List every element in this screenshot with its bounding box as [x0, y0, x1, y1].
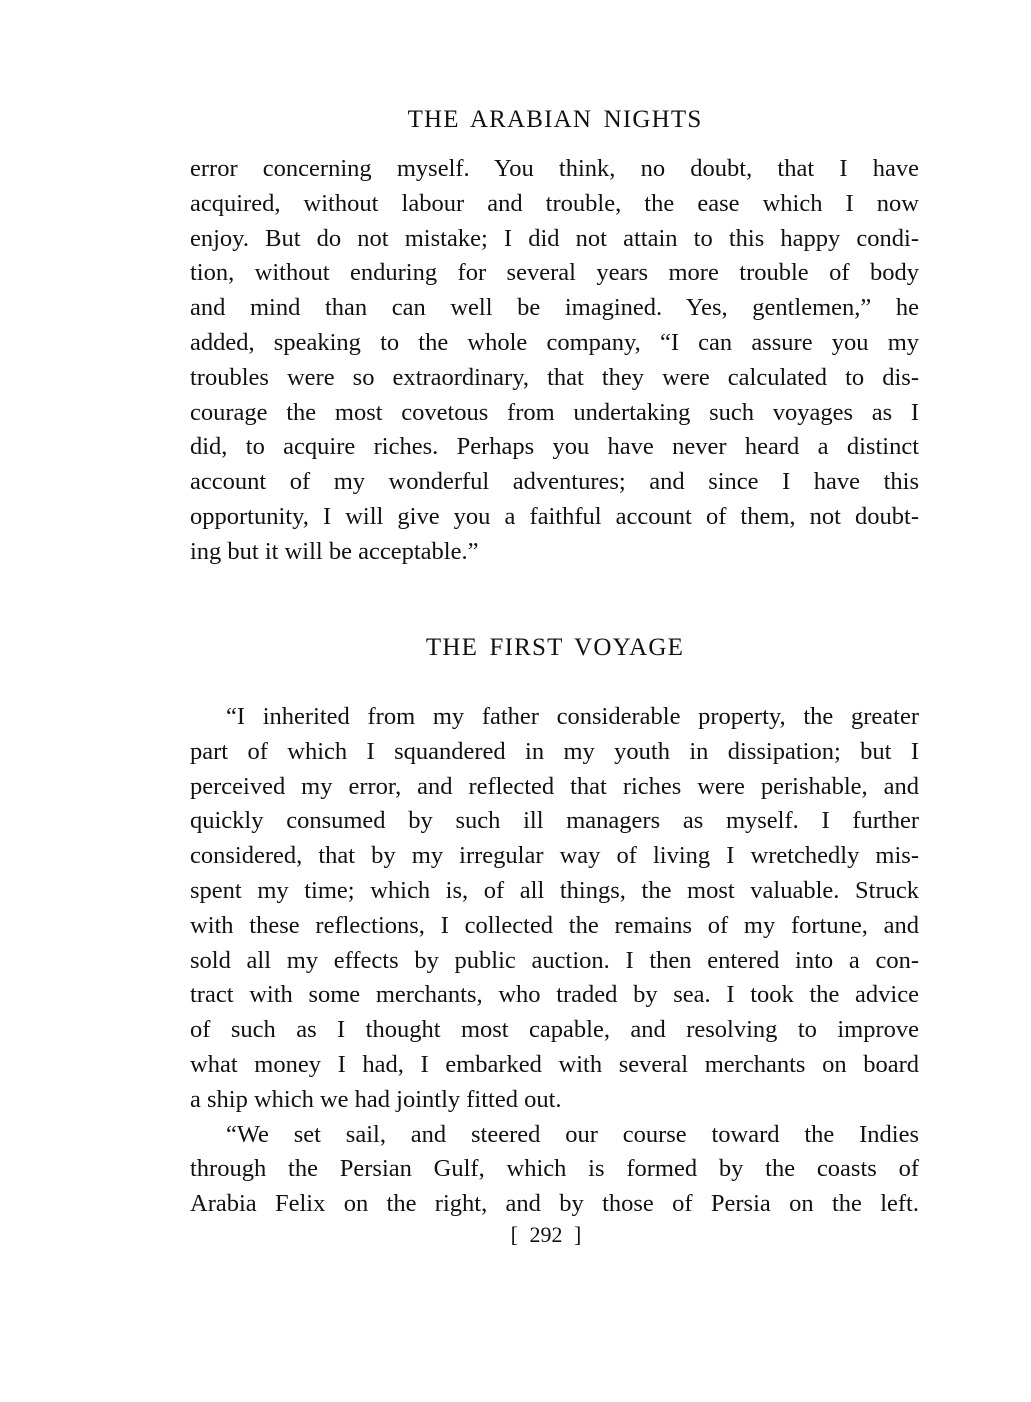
- text-line: enjoy. But do not mistake; I did not attain to this happy condi-: [190, 224, 919, 252]
- text-line: and mind than can well be imagined. Yes, gentlemen,” he: [190, 294, 919, 322]
- text-line: acquired, without labour and trouble, the ease which I now: [190, 189, 919, 217]
- text-line: through the Persian Gulf, which is formed by the coasts of: [190, 1155, 919, 1183]
- text-line: added, speaking to the whole company, “I can assure you my: [190, 328, 919, 356]
- text-line: “I inherited from my father considerable property, the greater: [226, 703, 919, 730]
- page-number: [ 292 ]: [510, 1222, 582, 1247]
- section-body: [190, 700, 919, 1222]
- text-line: considered, that by my irregular way of living I wretchedly mis-: [190, 842, 919, 870]
- text-line: what money I had, I embarked with several merchants on board: [190, 1050, 919, 1078]
- text-line: with these reflections, I collected the remains of my fortune, and: [190, 911, 919, 939]
- text-line: a ship which we had jointly fitted out.: [190, 1085, 562, 1113]
- paragraph: [190, 1118, 919, 1222]
- text-line: part of which I squandered in my youth in dissipation; but I: [190, 737, 919, 765]
- text-line: “We set sail, and steered our course toward the Indies: [226, 1120, 919, 1148]
- text-line: tract with some merchants, who traded by sea. I took the advice: [190, 981, 919, 1009]
- text-line: Arabia Felix on the right, and by those of Persia on the left.: [190, 1190, 919, 1218]
- continued-paragraph: [190, 152, 919, 570]
- text-line: spent my time; which is, of all things, the most valuable. Struck: [190, 876, 919, 904]
- text-line: perceived my error, and reflected that riches were perishable, and: [190, 772, 919, 800]
- section-title: THE FIRST VOYAGE: [425, 634, 685, 661]
- text-line: opportunity, I will give you a faithful account of them, not doubt-: [190, 502, 919, 530]
- text-line: tion, without enduring for several years more trouble of body: [190, 259, 919, 287]
- text-line: error concerning myself. You think, no doubt, that I have: [190, 155, 919, 182]
- text-line: of such as I thought most capable, and resolving to improve: [190, 1016, 919, 1044]
- text-line: sold all my effects by public auction. I then entered into a con-: [190, 946, 919, 974]
- text-line: quickly consumed by such ill managers as myself. I further: [190, 807, 919, 835]
- text-line: did, to acquire riches. Perhaps you have never heard a distinct: [190, 433, 919, 461]
- text-line: troubles were so extraordinary, that they were calculated to dis-: [190, 363, 919, 391]
- text-line: courage the most covetous from undertaking such voyages as I: [190, 398, 919, 426]
- running-head: THE ARABIAN NIGHTS: [407, 106, 703, 133]
- paragraph: [190, 700, 919, 1118]
- text-line: account of my wonderful adventures; and since I have this: [190, 468, 919, 496]
- text-line: ing but it will be acceptable.”: [190, 537, 479, 565]
